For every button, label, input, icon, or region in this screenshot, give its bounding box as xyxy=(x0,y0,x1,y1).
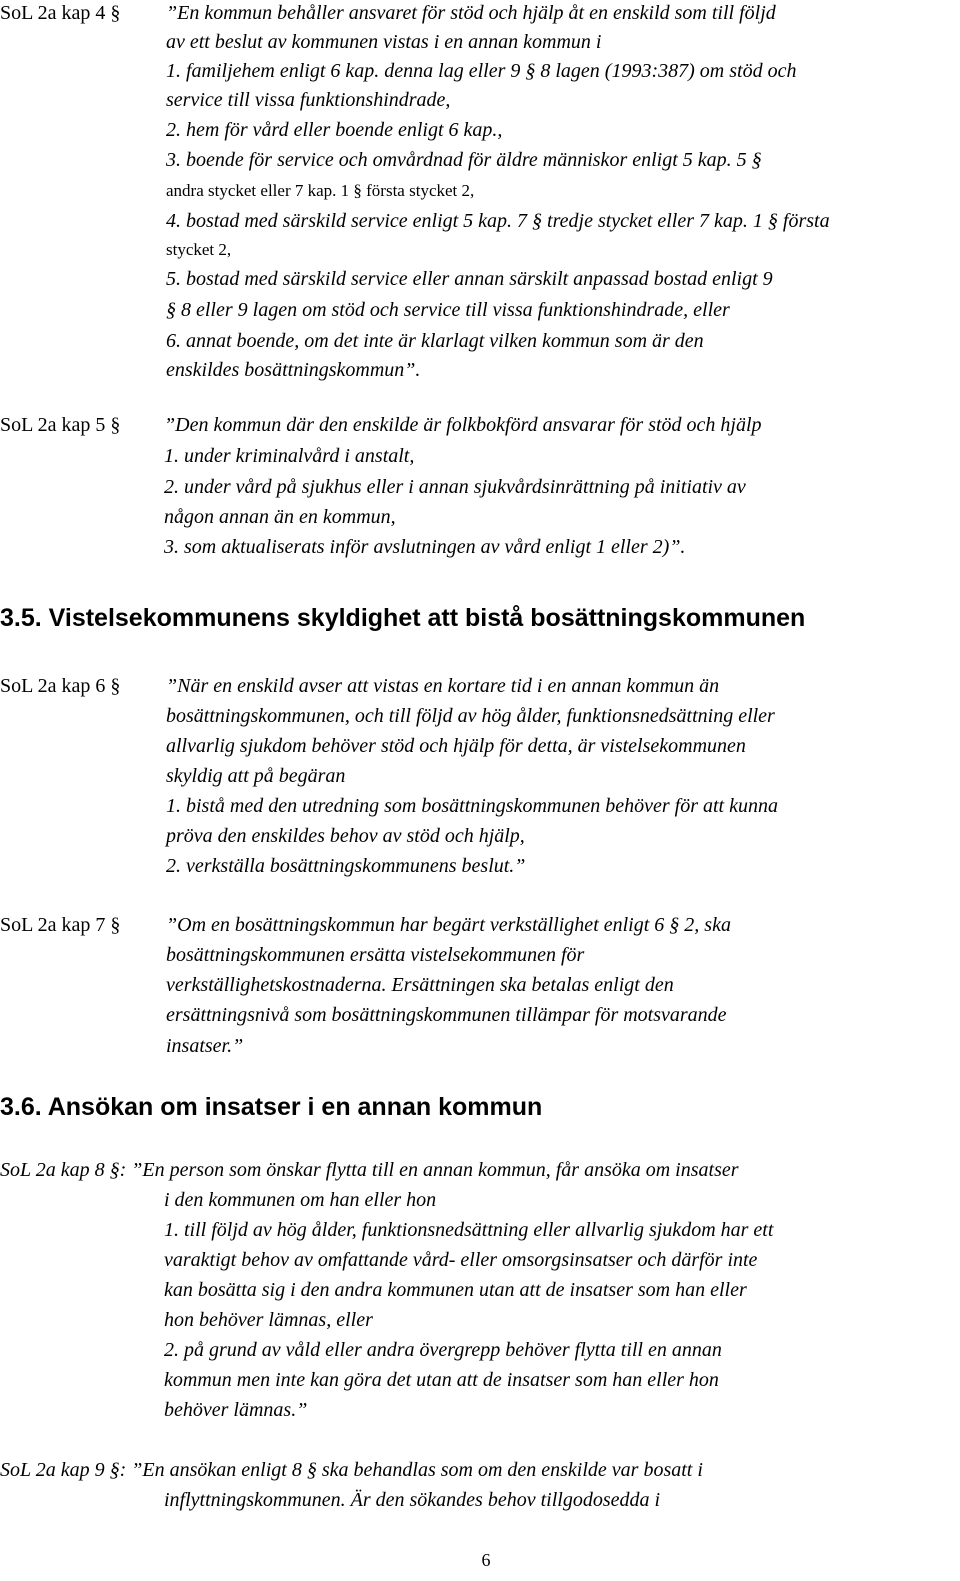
section-heading-3-6: 3.6. Ansökan om insatser i en annan kommun xyxy=(0,1093,543,1121)
block3-line: allvarlig sjukdom behöver stöd och hjälp för detta, är vistelsekommunen xyxy=(166,735,746,757)
block3-line: ”När en enskild avser att vistas en kortare tid i en annan kommun än xyxy=(166,675,720,697)
block1-line: service till vissa funktionshindrade, xyxy=(166,89,451,111)
block3-line: 2. verkställa bosättningskommunens beslut.” xyxy=(166,855,526,877)
block2-line: någon annan än en kommun, xyxy=(164,506,396,528)
block5-line: SoL 2a kap 8 §: ”En person som önskar flytta till en annan kommun, får ansöka om insatser xyxy=(0,1159,739,1181)
block5-line: 1. till följd av hög ålder, funktionsnedsättning eller allvarlig sjukdom har ett xyxy=(164,1219,774,1241)
block1-line: enskildes bosättningskommun”. xyxy=(166,359,421,381)
block5-line: kan bosätta sig i den andra kommunen utan att de insatser som han eller xyxy=(164,1279,747,1301)
block4-label: SoL 2a kap 7 § xyxy=(0,914,121,936)
block5-line: varaktigt behov av omfattande vård- eller omsorgsinsatser och därför inte xyxy=(164,1249,758,1271)
section-heading-3-5: 3.5. Vistelsekommunens skyldighet att bistå bosättningskommunen xyxy=(0,604,806,632)
block4-line: ersättningsnivå som bosättningskommunen tillämpar för motsvarande xyxy=(166,1004,727,1026)
block2-line: 1. under kriminalvård i anstalt, xyxy=(164,445,415,467)
block2-line: 2. under vård på sjukhus eller i annan sjukvårdsinrättning på initiativ av xyxy=(164,476,746,498)
block3-line: pröva den enskildes behov av stöd och hjälp, xyxy=(166,825,525,847)
block1-line: ”En kommun behåller ansvaret för stöd och hjälp åt en enskild som till följd xyxy=(166,2,776,24)
block1-line: stycket 2, xyxy=(166,240,232,259)
block3-line: bosättningskommunen, och till följd av hög ålder, funktionsnedsättning eller xyxy=(166,705,775,727)
block4-line: bosättningskommunen ersätta vistelsekommunen för xyxy=(166,944,585,966)
block1-line: 3. boende för service och omvårdnad för äldre människor enligt 5 kap. 5 § xyxy=(166,149,762,171)
block5-line: i den kommunen om han eller hon xyxy=(164,1189,437,1211)
block1-line: av ett beslut av kommunen vistas i en annan kommun i xyxy=(166,31,602,53)
block1-line: 4. bostad med särskild service enligt 5 kap. 7 § tredje stycket eller 7 kap. 1 § första xyxy=(166,210,830,232)
block5-line: 2. på grund av våld eller andra övergrepp behöver flytta till en annan xyxy=(164,1339,722,1361)
block2-line: 3. som aktualiserats inför avslutningen av vård enligt 1 eller 2)”. xyxy=(164,536,686,558)
block4-line: insatser.” xyxy=(166,1035,244,1057)
block1-line: § 8 eller 9 lagen om stöd och service till vissa funktionshindrade, eller xyxy=(166,299,730,321)
block5-line: kommun men inte kan göra det utan att de insatser som han eller hon xyxy=(164,1369,719,1391)
block1-label: SoL 2a kap 4 § xyxy=(0,2,121,24)
block1-line: 5. bostad med särskild service eller annan särskilt anpassad bostad enligt 9 xyxy=(166,268,773,290)
block6-line: inflyttningskommunen. Är den sökandes behov tillgodosedda i xyxy=(164,1489,661,1511)
block5-line: hon behöver lämnas, eller xyxy=(164,1309,373,1331)
block1-line: andra stycket eller 7 kap. 1 § första stycket 2, xyxy=(166,181,475,200)
block5-line: behöver lämnas.” xyxy=(164,1399,308,1421)
block3-line: skyldig att på begäran xyxy=(166,765,346,787)
block4-line: verkställighetskostnaderna. Ersättningen ska betalas enligt den xyxy=(166,974,674,996)
block2-line: ”Den kommun där den enskilde är folkbokförd ansvarar för stöd och hjälp xyxy=(164,414,762,436)
block3-line: 1. bistå med den utredning som bosättningskommunen behöver för att kunna xyxy=(166,795,778,817)
block1-line: 6. annat boende, om det inte är klarlagt vilken kommun som är den xyxy=(166,330,704,352)
block6-line: SoL 2a kap 9 §: ”En ansökan enligt 8 § ska behandlas som om den enskilde var bosatt i xyxy=(0,1459,703,1481)
block2-label: SoL 2a kap 5 § xyxy=(0,414,121,436)
page-number: 6 xyxy=(481,1550,491,1570)
block1-line: 1. familjehem enligt 6 kap. denna lag eller 9 § 8 lagen (1993:387) om stöd och xyxy=(166,60,797,82)
block1-line: 2. hem för vård eller boende enligt 6 kap., xyxy=(166,119,503,141)
block4-line: ”Om en bosättningskommun har begärt verkställighet enligt 6 § 2, ska xyxy=(166,914,731,936)
block3-label: SoL 2a kap 6 § xyxy=(0,675,121,697)
